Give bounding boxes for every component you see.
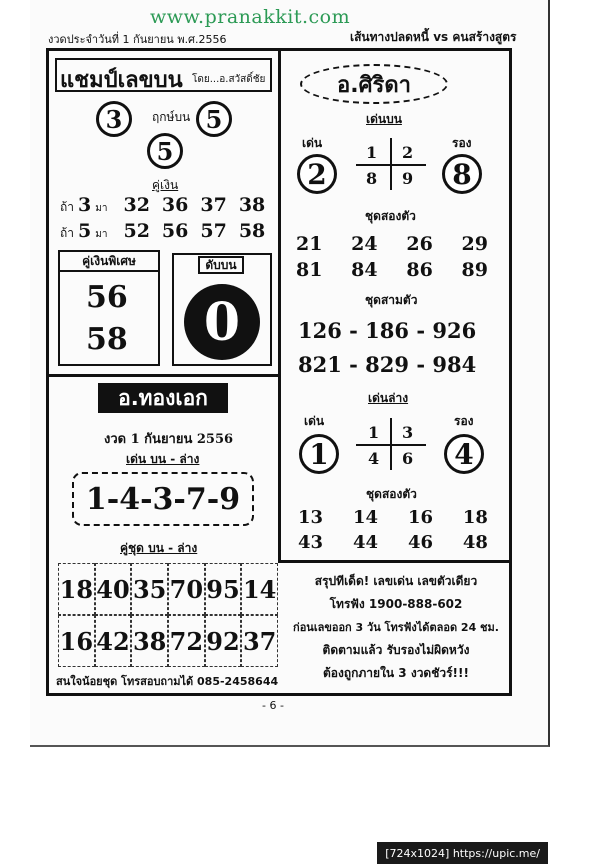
two-bottom-num: 14 — [352, 507, 379, 528]
row1-num: 38 — [238, 194, 266, 216]
top-second-label: รอง — [452, 136, 472, 150]
two-bottom-row-1 — [298, 507, 488, 528]
header-date: งวดประจำวันที่ 1 กันยายน พ.ศ.2556 — [48, 33, 227, 46]
dub-value-circle: 0 — [184, 284, 260, 360]
thong-lead-box: 1-4-3-7-9 — [72, 472, 254, 526]
promo-line: ติดตามแล้ว รับรองไม่ผิดหวัง — [322, 643, 470, 657]
three-top-row-2: 821 - 829 - 984 — [298, 352, 477, 377]
sirida-title: อ.ศิริดา — [300, 64, 448, 104]
two-top-num: 86 — [406, 259, 433, 281]
big-center-circle: 5 — [147, 133, 183, 169]
pair-cell: 72 — [168, 615, 205, 667]
promo-line: ก่อนเลขออก 3 วัน โทรฟังได้ตลอด 24 ชม. — [293, 621, 499, 634]
pair-cell: 95 — [205, 563, 242, 615]
pair-cell: 14 — [241, 563, 278, 615]
top-grid-cell: 2 — [402, 143, 414, 162]
champ-title: แชมป์เลขบน — [60, 68, 183, 93]
thong-pairs-label: คู่ชุด บน - ล่าง — [120, 541, 198, 555]
three-top-label: ชุดสามตัว — [365, 293, 418, 307]
row1-digit: 3 — [78, 194, 92, 216]
big-left-circle: 3 — [96, 101, 132, 137]
promo-line: สรุปทีเด็ด! เลขเด่น เลขตัวเดียว — [314, 574, 478, 588]
row2-num: 52 — [123, 220, 150, 242]
top-second-circle: 8 — [442, 154, 482, 194]
two-top-num: 21 — [296, 233, 323, 255]
right-divider — [278, 560, 512, 563]
top-lead-label: เด่น — [302, 136, 323, 150]
bottom-grid-cell: 4 — [368, 449, 380, 468]
row2-digit: 5 — [78, 220, 92, 242]
pair-cell: 40 — [95, 563, 132, 615]
two-bottom-num: 13 — [298, 507, 324, 528]
two-top-label: ชุดสองตัว — [365, 209, 416, 223]
watermark: www.pranakkit.com — [150, 6, 351, 28]
pair-cell: 92 — [205, 615, 242, 667]
bottom-lead-circle: 1 — [299, 434, 339, 474]
bottom-lead-heading: เด่นล่าง — [368, 391, 409, 405]
pair-cell: 18 — [58, 563, 95, 615]
promo-block — [286, 570, 506, 685]
row1-num: 37 — [200, 194, 227, 216]
bottom-grid-cell: 3 — [402, 423, 414, 442]
two-bottom-row-2 — [298, 532, 488, 553]
pair-cell: 37 — [241, 615, 278, 667]
pair-cell: 70 — [168, 563, 205, 615]
row2-num: 57 — [200, 220, 227, 242]
pair-cell: 35 — [131, 563, 168, 615]
row2-prefix: ถ้า — [60, 226, 75, 240]
two-bottom-num: 18 — [462, 507, 488, 528]
row1-suffix: มา — [95, 203, 108, 214]
two-bottom-label: ชุดสองตัว — [366, 487, 417, 501]
top-lead-circle: 2 — [297, 154, 337, 194]
big-right-circle: 5 — [196, 101, 232, 137]
two-bottom-num: 46 — [407, 532, 433, 553]
two-top-row-1 — [296, 233, 488, 255]
thong-lead-label: เด่น บน - ล่าง — [126, 452, 200, 466]
page-number: - 6 - — [262, 699, 284, 712]
two-top-num: 84 — [351, 259, 378, 281]
bottom-divider — [46, 693, 512, 696]
champ-author: โดย...อ.สวัสดิ์ชัย — [192, 74, 266, 85]
champ-row-2 — [60, 220, 265, 243]
two-top-num: 81 — [296, 259, 323, 281]
two-top-num: 89 — [461, 259, 488, 281]
row2-suffix: มา — [95, 229, 108, 240]
left-divider — [46, 374, 278, 377]
two-top-num: 29 — [461, 233, 488, 255]
row1-num: 36 — [161, 194, 189, 216]
thong-title: อ.ทองเอก — [98, 383, 228, 413]
promo-line: ต้องถูกภายใน 3 งวดชัวร์!!! — [323, 666, 469, 680]
top-grid-hline — [356, 164, 426, 166]
dub-label: ดับบน — [198, 256, 244, 274]
bottom-lead-label: เด่น — [304, 414, 325, 428]
row1-prefix: ถ้า — [60, 200, 75, 214]
two-bottom-num: 48 — [462, 532, 488, 553]
bottom-grid-hline — [356, 444, 426, 446]
column-divider — [278, 48, 281, 562]
top-grid-cell: 9 — [402, 169, 414, 188]
pair-cell: 42 — [95, 615, 132, 667]
row2-num: 58 — [238, 220, 266, 242]
special-num-2: 58 — [86, 322, 128, 357]
thong-pairs-grid — [58, 563, 278, 667]
promo-line: โทรฟัง 1900-888-602 — [329, 597, 463, 611]
pair-cell: 38 — [131, 615, 168, 667]
special-num-1: 56 — [86, 280, 128, 315]
top-lead-heading: เด่นบน — [366, 112, 402, 126]
row2-num: 56 — [161, 220, 189, 242]
special-label: คู่เงินพิเศษ — [58, 250, 160, 272]
bottom-grid-cell: 1 — [368, 423, 380, 442]
two-bottom-num: 16 — [407, 507, 433, 528]
two-bottom-num: 43 — [298, 532, 324, 553]
two-top-row-2 — [296, 259, 488, 281]
image-host-footer: [724x1024] https://upic.me/ — [377, 842, 548, 864]
three-top-row-1: 126 - 186 - 926 — [298, 318, 477, 343]
bottom-second-circle: 4 — [444, 434, 484, 474]
two-top-num: 26 — [406, 233, 433, 255]
row1-num: 32 — [123, 194, 150, 216]
bottom-second-label: รอง — [454, 414, 474, 428]
pairs-label: คู่เงิน — [152, 178, 179, 192]
thong-date: งวด 1 กันยายน 2556 — [104, 432, 234, 447]
two-bottom-num: 44 — [352, 532, 379, 553]
top-grid-cell: 8 — [366, 169, 378, 188]
top-grid-cell: 1 — [366, 143, 378, 162]
bottom-grid-cell: 6 — [402, 449, 414, 468]
pair-cell: 16 — [58, 615, 95, 667]
two-top-num: 24 — [351, 233, 378, 255]
big-label: ฤกษ์บน — [152, 110, 191, 124]
champ-row-1 — [60, 194, 265, 217]
header-title: เส้นทางปลดหนี้ vs คนสร้างสูตร — [350, 30, 517, 44]
thong-contact: สนใจน้อยชุด โทรสอบถามได้ 085-2458644 — [56, 675, 279, 688]
